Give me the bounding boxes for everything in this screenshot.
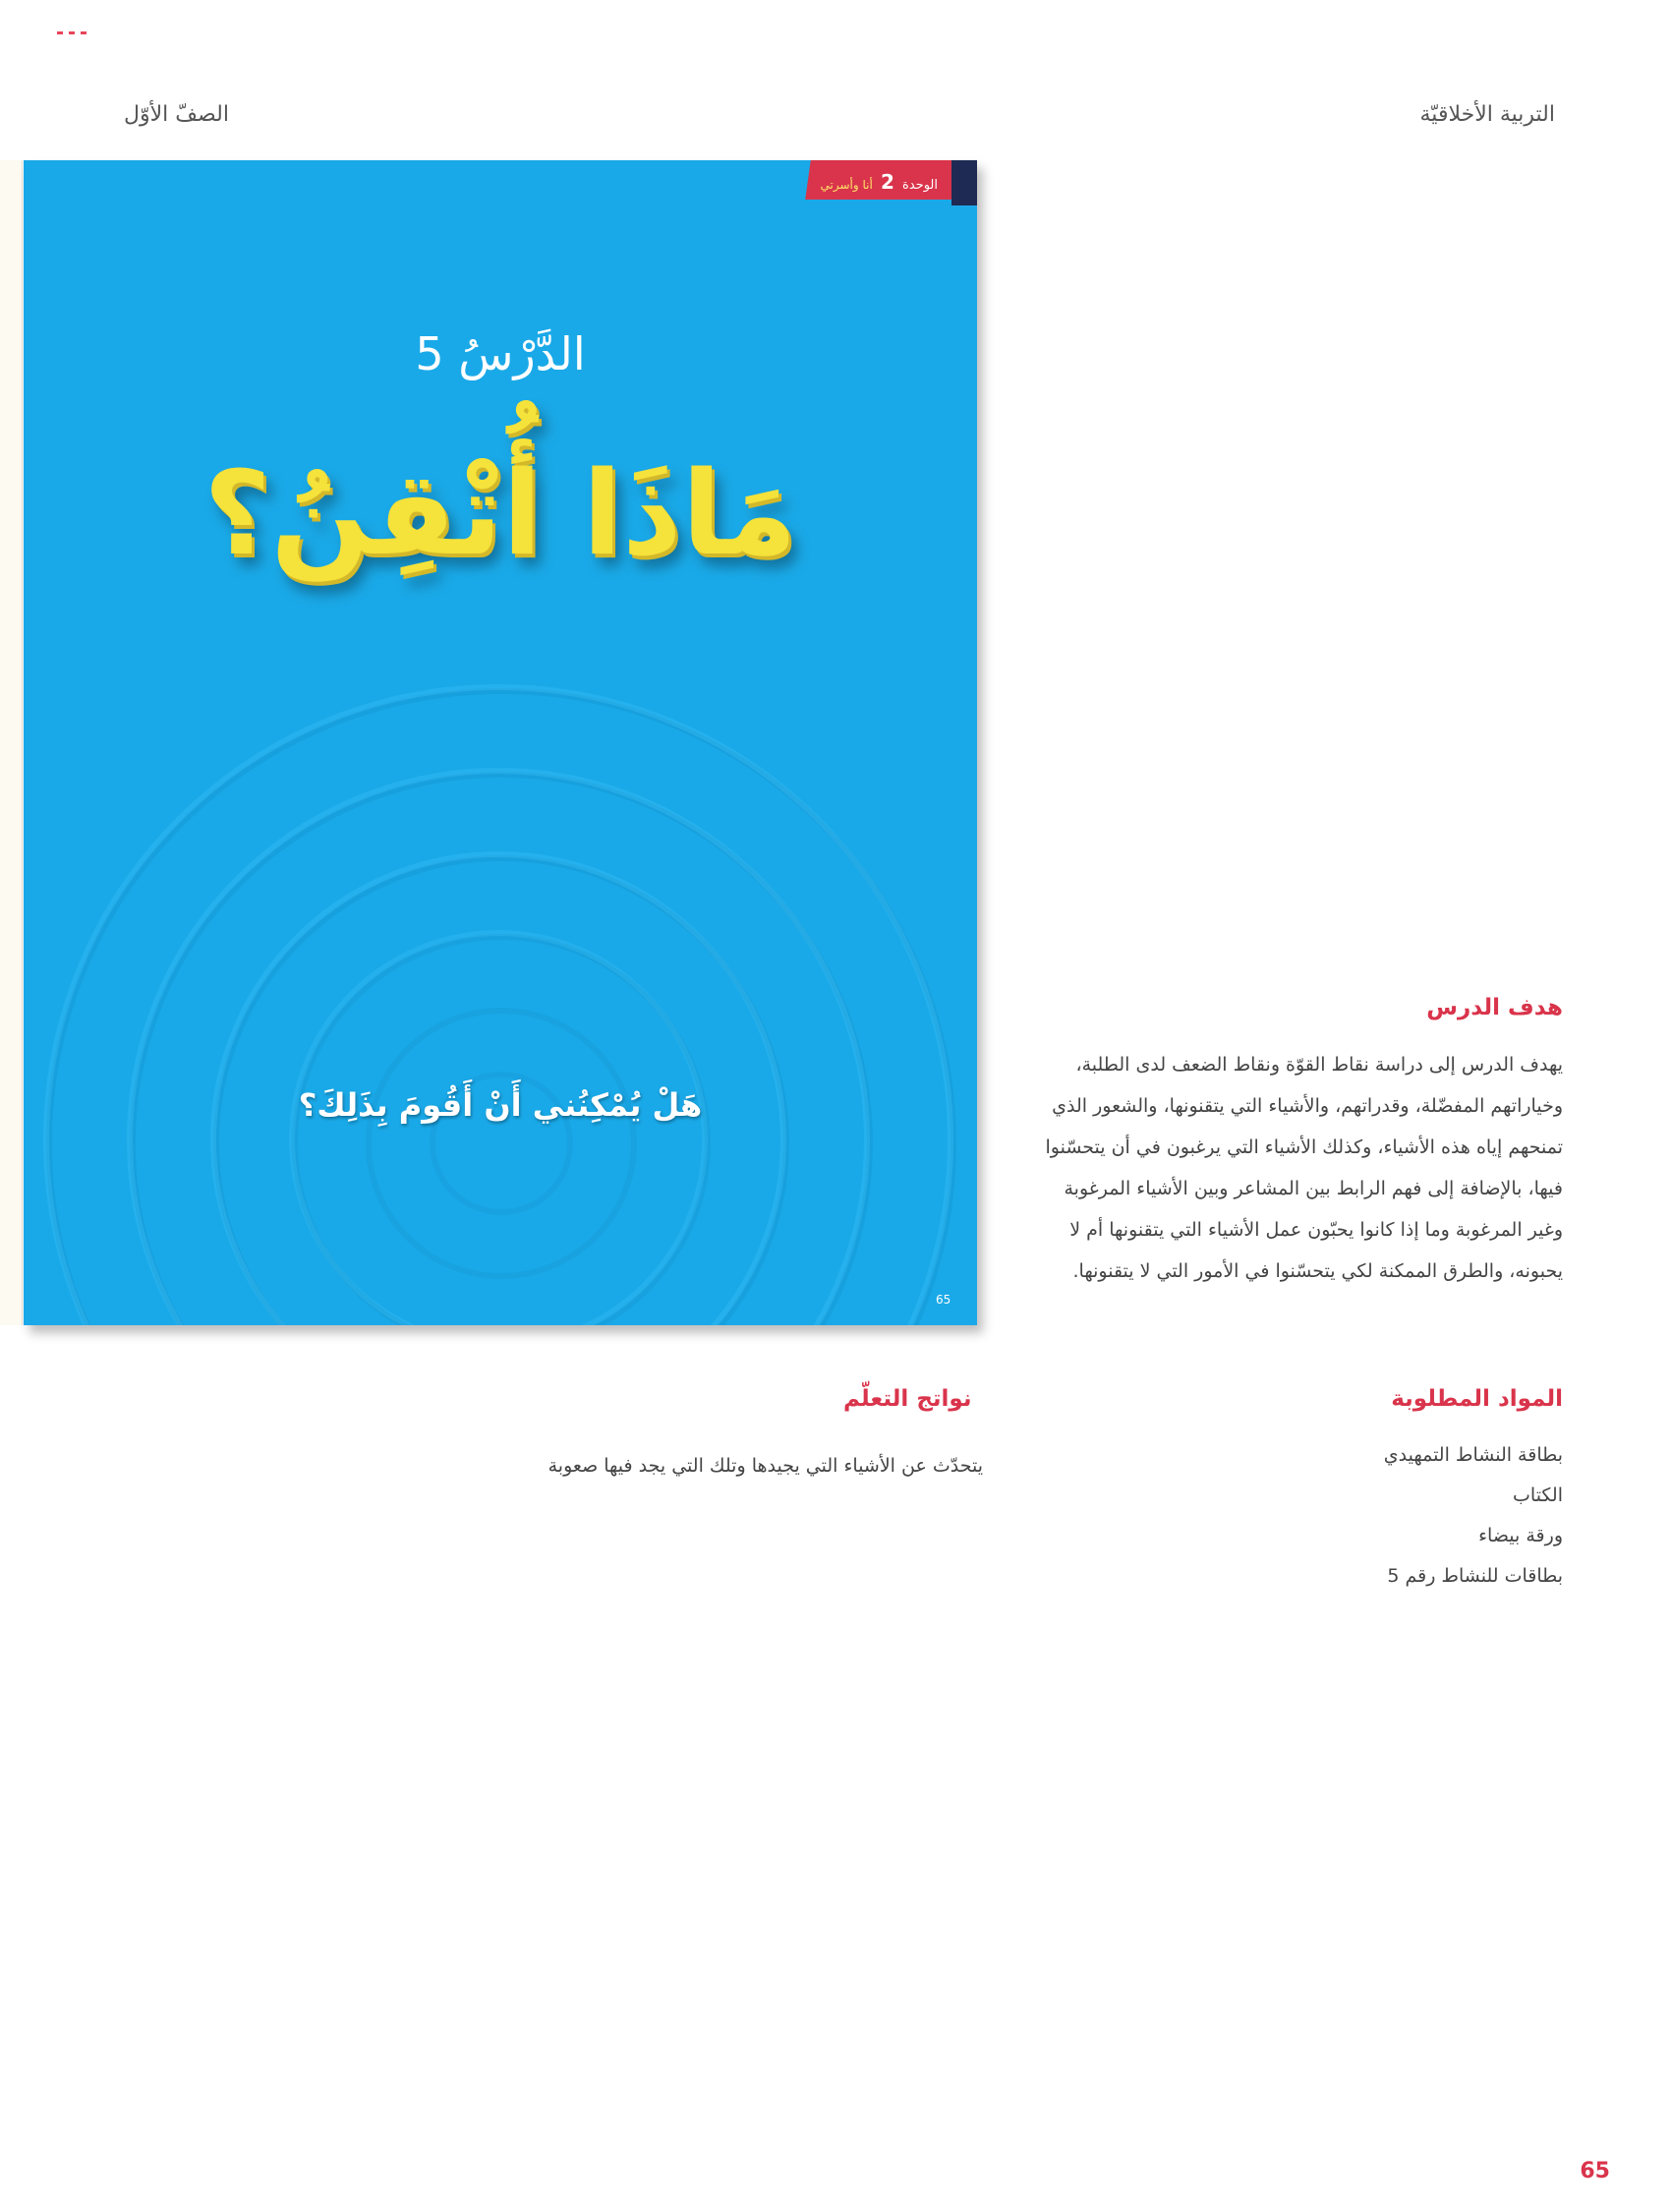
materials-item: بطاقة النشاط التمهيدي — [1383, 1444, 1563, 1466]
unit-number: 2 — [880, 170, 894, 194]
materials-heading: المواد المطلوبة — [1391, 1386, 1563, 1412]
materials-item: الكتاب — [1513, 1484, 1563, 1506]
page-corner-mark — [57, 31, 86, 34]
lesson-question: هَلْ يُمْكِنُني أَنْ أَقُومَ بِذَلِكَ؟ — [298, 1086, 703, 1124]
header-subject: التربية الأخلاقيّة — [1419, 102, 1555, 127]
materials-item: بطاقات للنشاط رقم 5 — [1387, 1565, 1563, 1587]
cover-page-number: 65 — [936, 1293, 951, 1307]
unit-label: الوحدة — [902, 178, 938, 193]
learning-outcomes-heading: نواتج التعلّم — [843, 1386, 972, 1412]
lesson-number-label: الدَّرْسُ 5 — [415, 327, 586, 380]
materials-item: ورقة بيضاء — [1478, 1525, 1563, 1546]
lesson-title: مَاذَا أُتْقِنُ؟ — [203, 445, 797, 581]
unit-tag-dark-band — [951, 160, 977, 205]
unit-tag-text — [821, 170, 938, 194]
learning-outcomes-text: يتحدّث عن الأشياء التي يجيدها وتلك التي يجد فيها صعوبة — [547, 1455, 983, 1477]
unit-name: أنا وأسرتي — [820, 178, 873, 192]
facing-page-edge — [0, 160, 23, 1325]
lesson-cover-image — [24, 160, 977, 1325]
lesson-goal-heading: هدف الدرس — [1426, 995, 1563, 1020]
header-grade: الصفّ الأوّل — [124, 102, 229, 127]
unit-tag — [805, 160, 977, 202]
page-number: 65 — [1580, 2159, 1610, 2183]
lesson-goal-text: يهدف الدرس إلى دراسة نقاط القوّة ونقاط الضعف لدى الطلبة، وخياراتهم المفضّلة، وقدراتهم، والأشياء التي يتقنونها، والشعور الذي تمنحهم إياه هذه الأشياء، وكذلك الأشياء التي يرغبون في أن يتحسّنوا فيها، بالإضافة إلى فهم الرابط بين المشاعر وبين الأشياء المرغوبة وغير المرغوبة وما إذا كانوا يحبّون عمل الأشياء التي يتقنونها أم لا يحبونه، والطرق الممكنة لكي يتحسّنوا في الأمور التي لا يتقنونها. — [1045, 1054, 1563, 1282]
materials-list — [1170, 1435, 1563, 1597]
